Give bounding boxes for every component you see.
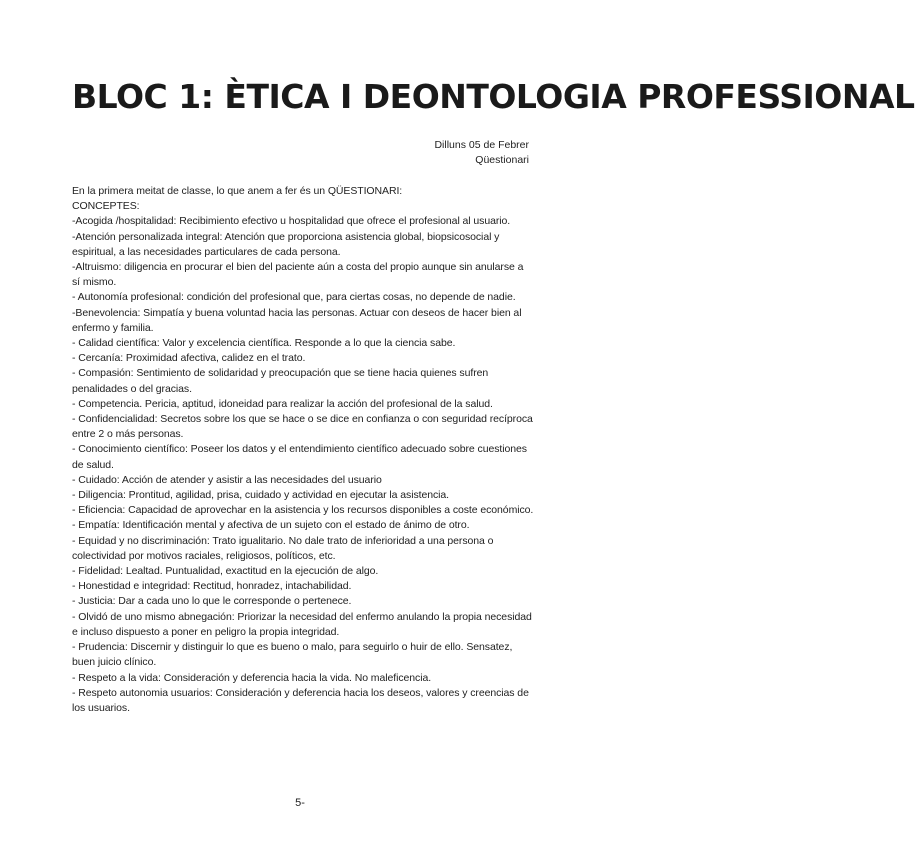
page-number: 5- (295, 797, 305, 809)
concept-item: - Justicia: Dar a cada uno lo que le corresponde o pertenece. (72, 595, 352, 608)
concept-item: - Eficiencia: Capacidad de aprovechar en la asistencia y los recursos disponibles a coste económico. (72, 504, 534, 517)
concept-item: - Fidelidad: Lealtad. Puntualidad, exactitud en la ejecución de algo. (72, 565, 379, 578)
concept-item: - Cercanía: Proximidad afectiva, calidez en el trato. (72, 352, 306, 365)
concept-item: - Competencia. Pericia, aptitud, idoneidad para realizar la acción del profesional de la salud. (72, 397, 493, 410)
concept-item: -Acogida /hospitalidad: Recibimiento efectivo u hospitalidad que ofrece el profesional al usuario. (72, 215, 511, 228)
concept-item: -Altruismo: diligencia en procurar el bien del paciente aún a costa del propio aunque sin anularse a sí mismo. (72, 261, 524, 289)
concept-item: - Autonomía profesional: condición del profesional que, para ciertas cosas, no depende de nadie. (72, 291, 516, 304)
date-text: Dilluns 05 de Febrer (434, 139, 529, 151)
concept-item: -Atención personalizada integral: Atención que proporciona asistencia global, biopsicosocial y espiritual, a las necesidades particulares de cada persona. (72, 230, 500, 258)
date-block (434, 138, 529, 168)
concept-item: -Benevolencia: Simpatía y buena voluntad hacia las personas. Actuar con deseos de hacer bien al enfermo y familia. (72, 306, 522, 334)
concept-item: - Cuidado: Acción de atender y asistir a las necesidades del usuario (72, 473, 382, 486)
page-title: BLOC 1: ÈTICA I DEONTOLOGIA PROFESSIONAL (72, 77, 915, 116)
section-heading: CONCEPTES: (72, 200, 140, 213)
concept-item: - Confidencialidad: Secretos sobre los que se hace o se dice en confianza o con seguridad recíproca entre 2 o más personas. (72, 413, 533, 441)
concept-item: - Calidad científica: Valor y excelencia científica. Responde a lo que la ciencia sabe. (72, 337, 456, 350)
concept-item: - Respeto autonomia usuarios: Consideración y deferencia hacia los deseos, valores y creencias de los usuarios. (72, 686, 529, 714)
intro-paragraph: En la primera meitat de classe, lo que anem a fer és un QÜESTIONARI: (72, 185, 403, 197)
concept-item: - Equidad y no discriminación: Trato igualitario. No dale trato de inferioridad a una persona o colectividad por motivos raciales, religiosos, políticos, etc. (72, 534, 494, 562)
concept-item: - Olvidó de uno mismo abnegación: Priorizar la necesidad del enfermo anulando la propia necesidad e incluso dispuesto a poner en peligro la propia integridad. (72, 610, 532, 638)
concept-item: - Conocimiento científico: Poseer los datos y el entendimiento científico adecuado sobre cuestiones de salud. (72, 443, 527, 471)
concept-item: - Compasión: Sentimiento de solidaridad y preocupación que se tiene hacia quienes sufren penalidades o del gracias. (72, 367, 489, 395)
subtitle-text: Qüestionari (475, 154, 529, 166)
document-body (72, 184, 534, 716)
concept-item: - Respeto a la vida: Consideración y deferencia hacia la vida. No maleficencia. (72, 671, 432, 684)
concept-item: - Empatía: Identificación mental y afectiva de un sujeto con el estado de ánimo de otro. (72, 519, 470, 532)
concept-item: - Honestidad e integridad: Rectitud, honradez, intachabilidad. (72, 580, 352, 593)
concept-item: - Diligencia: Prontitud, agilidad, prisa, cuidado y actividad en ejecutar la asistencia. (72, 489, 450, 502)
concept-item: - Prudencia: Discernir y distinguir lo que es bueno o malo, para seguirlo o huir de ello. Sensatez, buen juicio clínico. (72, 641, 513, 669)
